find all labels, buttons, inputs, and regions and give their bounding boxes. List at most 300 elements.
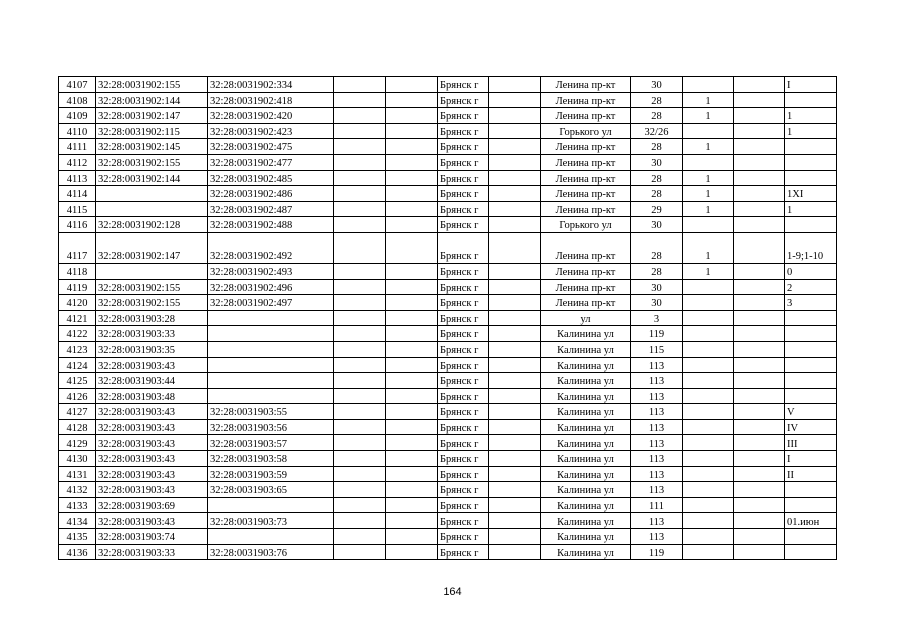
blank-col-c-cell — [489, 154, 541, 170]
street-cell: Калинина ул — [541, 529, 631, 545]
row-number-cell: 4113 — [59, 170, 96, 186]
blank-col-b-cell — [386, 217, 438, 233]
apartment-cell: IV — [785, 419, 837, 435]
cadastral-number-parent-cell: 32:28:0031902:155 — [96, 279, 208, 295]
street-cell: Ленина пр-кт — [541, 263, 631, 279]
cadastral-number-cell: 32:28:0031902:487 — [208, 201, 334, 217]
city-cell: Брянск г — [438, 373, 489, 389]
blank-col-b-cell — [386, 497, 438, 513]
cadastral-number-cell — [208, 326, 334, 342]
cadastral-number-parent-cell: 32:28:0031903:43 — [96, 404, 208, 420]
cadastral-number-cell: 32:28:0031903:57 — [208, 435, 334, 451]
blank-col-d-cell — [734, 263, 785, 279]
row-number-cell: 4133 — [59, 497, 96, 513]
street-cell: Калинина ул — [541, 404, 631, 420]
blank-col-d-cell — [734, 466, 785, 482]
apartment-cell — [785, 170, 837, 186]
city-cell: Брянск г — [438, 341, 489, 357]
street-cell: Ленина пр-кт — [541, 279, 631, 295]
registry-table-body — [59, 77, 837, 560]
street-cell: Калинина ул — [541, 451, 631, 467]
blank-col-d-cell — [734, 435, 785, 451]
blank-col-c-cell — [489, 373, 541, 389]
house-number-cell: 119 — [631, 326, 683, 342]
blank-col-d-cell — [734, 123, 785, 139]
blank-col-d-cell — [734, 108, 785, 124]
blank-col-c-cell — [489, 341, 541, 357]
street-cell: Ленина пр-кт — [541, 154, 631, 170]
row-number-cell: 4110 — [59, 123, 96, 139]
blank-col-b-cell — [386, 544, 438, 560]
apartment-cell: I — [785, 451, 837, 467]
floor-cell — [683, 279, 734, 295]
table-row — [59, 139, 837, 155]
floor-cell — [683, 513, 734, 529]
floor-cell: 1 — [683, 263, 734, 279]
street-cell: Калинина ул — [541, 419, 631, 435]
table-row — [59, 482, 837, 498]
table-row — [59, 77, 837, 93]
blank-col-c-cell — [489, 186, 541, 202]
blank-col-d-cell — [734, 388, 785, 404]
floor-cell — [683, 388, 734, 404]
blank-col-b-cell — [386, 139, 438, 155]
blank-col-b-cell — [386, 310, 438, 326]
cadastral-number-parent-cell: 32:28:0031902:144 — [96, 92, 208, 108]
blank-col-b-cell — [386, 482, 438, 498]
cadastral-number-cell: 32:28:0031902:477 — [208, 154, 334, 170]
blank-col-d-cell — [734, 170, 785, 186]
blank-col-c-cell — [489, 139, 541, 155]
apartment-cell — [785, 92, 837, 108]
floor-cell — [683, 123, 734, 139]
city-cell: Брянск г — [438, 451, 489, 467]
house-number-cell: 113 — [631, 373, 683, 389]
city-cell: Брянск г — [438, 108, 489, 124]
table-row — [59, 435, 837, 451]
apartment-cell: 1 — [785, 123, 837, 139]
apartment-cell — [785, 373, 837, 389]
cadastral-number-parent-cell: 32:28:0031903:43 — [96, 466, 208, 482]
city-cell: Брянск г — [438, 123, 489, 139]
house-number-cell: 28 — [631, 108, 683, 124]
house-number-cell: 113 — [631, 388, 683, 404]
blank-col-d-cell — [734, 529, 785, 545]
blank-col-a-cell — [334, 404, 386, 420]
apartment-cell: 0 — [785, 263, 837, 279]
cadastral-number-cell: 32:28:0031902:475 — [208, 139, 334, 155]
blank-col-d-cell — [734, 419, 785, 435]
row-number-cell: 4112 — [59, 154, 96, 170]
registry-table — [58, 76, 837, 560]
blank-col-a-cell — [334, 279, 386, 295]
house-number-cell: 113 — [631, 357, 683, 373]
cadastral-number-cell: 32:28:0031903:58 — [208, 451, 334, 467]
cadastral-number-cell: 32:28:0031902:497 — [208, 295, 334, 311]
floor-cell: 1 — [683, 92, 734, 108]
row-number-cell: 4135 — [59, 529, 96, 545]
city-cell: Брянск г — [438, 92, 489, 108]
cadastral-number-parent-cell: 32:28:0031902:115 — [96, 123, 208, 139]
blank-col-d-cell — [734, 139, 785, 155]
floor-cell — [683, 435, 734, 451]
cadastral-number-cell: 32:28:0031902:485 — [208, 170, 334, 186]
house-number-cell: 113 — [631, 482, 683, 498]
blank-col-a-cell — [334, 419, 386, 435]
blank-col-d-cell — [734, 357, 785, 373]
floor-cell — [683, 544, 734, 560]
cadastral-number-parent-cell: 32:28:0031903:43 — [96, 357, 208, 373]
house-number-cell: 113 — [631, 451, 683, 467]
row-number-cell: 4132 — [59, 482, 96, 498]
cadastral-number-cell — [208, 497, 334, 513]
cadastral-number-cell — [208, 388, 334, 404]
table-row — [59, 217, 837, 233]
cadastral-number-parent-cell: 32:28:0031902:155 — [96, 154, 208, 170]
blank-col-b-cell — [386, 279, 438, 295]
house-number-cell: 113 — [631, 404, 683, 420]
blank-col-c-cell — [489, 201, 541, 217]
blank-col-b-cell — [386, 263, 438, 279]
cadastral-number-cell: 32:28:0031902:488 — [208, 217, 334, 233]
street-cell: Калинина ул — [541, 326, 631, 342]
table-row — [59, 295, 837, 311]
blank-col-b-cell — [386, 108, 438, 124]
floor-cell — [683, 529, 734, 545]
cadastral-number-parent-cell: 32:28:0031903:74 — [96, 529, 208, 545]
table-row — [59, 186, 837, 202]
apartment-cell: 2 — [785, 279, 837, 295]
blank-col-a-cell — [334, 388, 386, 404]
blank-col-d-cell — [734, 544, 785, 560]
floor-cell — [683, 451, 734, 467]
floor-cell — [683, 217, 734, 233]
street-cell: Калинина ул — [541, 513, 631, 529]
cadastral-number-cell: 32:28:0031903:56 — [208, 419, 334, 435]
blank-col-a-cell — [334, 544, 386, 560]
row-number-cell: 4116 — [59, 217, 96, 233]
apartment-cell — [785, 139, 837, 155]
street-cell: Ленина пр-кт — [541, 139, 631, 155]
cadastral-number-cell: 32:28:0031903:55 — [208, 404, 334, 420]
blank-col-c-cell — [489, 310, 541, 326]
blank-col-b-cell — [386, 466, 438, 482]
blank-col-b-cell — [386, 529, 438, 545]
floor-cell — [683, 295, 734, 311]
row-number-cell: 4107 — [59, 77, 96, 93]
blank-col-d-cell — [734, 451, 785, 467]
table-row — [59, 170, 837, 186]
cadastral-number-parent-cell: 32:28:0031903:43 — [96, 451, 208, 467]
apartment-cell: III — [785, 435, 837, 451]
table-row — [59, 263, 837, 279]
row-number-cell: 4136 — [59, 544, 96, 560]
street-cell: Калинина ул — [541, 497, 631, 513]
table-row — [59, 513, 837, 529]
city-cell: Брянск г — [438, 435, 489, 451]
cadastral-number-parent-cell — [96, 201, 208, 217]
cadastral-number-cell — [208, 310, 334, 326]
city-cell: Брянск г — [438, 170, 489, 186]
city-cell: Брянск г — [438, 529, 489, 545]
city-cell: Брянск г — [438, 544, 489, 560]
cadastral-number-parent-cell: 32:28:0031903:35 — [96, 341, 208, 357]
blank-col-a-cell — [334, 357, 386, 373]
floor-cell — [683, 419, 734, 435]
blank-col-c-cell — [489, 513, 541, 529]
city-cell: Брянск г — [438, 388, 489, 404]
blank-col-c-cell — [489, 419, 541, 435]
apartment-cell — [785, 326, 837, 342]
blank-col-b-cell — [386, 232, 438, 263]
house-number-cell: 30 — [631, 295, 683, 311]
cadastral-number-cell: 32:28:0031902:493 — [208, 263, 334, 279]
blank-col-b-cell — [386, 186, 438, 202]
street-cell: Калинина ул — [541, 373, 631, 389]
blank-col-a-cell — [334, 295, 386, 311]
table-row — [59, 404, 837, 420]
blank-col-c-cell — [489, 263, 541, 279]
row-number-cell: 4108 — [59, 92, 96, 108]
table-row — [59, 92, 837, 108]
house-number-cell: 28 — [631, 263, 683, 279]
blank-col-d-cell — [734, 497, 785, 513]
page-number: 164 — [443, 586, 462, 598]
row-number-cell: 4127 — [59, 404, 96, 420]
row-number-cell: 4124 — [59, 357, 96, 373]
blank-col-a-cell — [334, 186, 386, 202]
blank-col-c-cell — [489, 529, 541, 545]
street-cell: Горького ул — [541, 217, 631, 233]
table-row — [59, 388, 837, 404]
floor-cell — [683, 357, 734, 373]
row-number-cell: 4129 — [59, 435, 96, 451]
blank-col-b-cell — [386, 295, 438, 311]
table-row — [59, 529, 837, 545]
blank-col-b-cell — [386, 77, 438, 93]
cadastral-number-cell: 32:28:0031903:65 — [208, 482, 334, 498]
blank-col-a-cell — [334, 341, 386, 357]
table-row — [59, 201, 837, 217]
blank-col-c-cell — [489, 295, 541, 311]
cadastral-number-parent-cell: 32:28:0031903:44 — [96, 373, 208, 389]
floor-cell — [683, 497, 734, 513]
blank-col-b-cell — [386, 201, 438, 217]
house-number-cell: 113 — [631, 466, 683, 482]
blank-col-a-cell — [334, 435, 386, 451]
apartment-cell — [785, 310, 837, 326]
blank-col-a-cell — [334, 310, 386, 326]
blank-col-a-cell — [334, 373, 386, 389]
blank-col-b-cell — [386, 404, 438, 420]
row-number-cell: 4131 — [59, 466, 96, 482]
city-cell: Брянск г — [438, 295, 489, 311]
blank-col-d-cell — [734, 310, 785, 326]
street-cell: Калинина ул — [541, 544, 631, 560]
cadastral-number-parent-cell: 32:28:0031903:43 — [96, 435, 208, 451]
city-cell: Брянск г — [438, 154, 489, 170]
blank-col-d-cell — [734, 77, 785, 93]
blank-col-c-cell — [489, 77, 541, 93]
blank-col-b-cell — [386, 123, 438, 139]
cadastral-number-parent-cell — [96, 186, 208, 202]
cadastral-number-cell: 32:28:0031903:73 — [208, 513, 334, 529]
floor-cell — [683, 404, 734, 420]
row-number-cell: 4118 — [59, 263, 96, 279]
apartment-cell: 1-9;1-10 — [785, 232, 837, 263]
city-cell: Брянск г — [438, 232, 489, 263]
blank-col-d-cell — [734, 232, 785, 263]
cadastral-number-cell — [208, 357, 334, 373]
floor-cell: 1 — [683, 108, 734, 124]
blank-col-a-cell — [334, 232, 386, 263]
blank-col-a-cell — [334, 513, 386, 529]
blank-col-a-cell — [334, 108, 386, 124]
row-number-cell: 4125 — [59, 373, 96, 389]
row-number-cell: 4123 — [59, 341, 96, 357]
street-cell: Калинина ул — [541, 357, 631, 373]
row-number-cell: 4119 — [59, 279, 96, 295]
blank-col-a-cell — [334, 497, 386, 513]
blank-col-a-cell — [334, 326, 386, 342]
house-number-cell: 115 — [631, 341, 683, 357]
row-number-cell: 4111 — [59, 139, 96, 155]
floor-cell — [683, 310, 734, 326]
street-cell: Калинина ул — [541, 466, 631, 482]
house-number-cell: 113 — [631, 529, 683, 545]
street-cell: Ленина пр-кт — [541, 77, 631, 93]
house-number-cell: 28 — [631, 92, 683, 108]
cadastral-number-cell: 32:28:0031902:423 — [208, 123, 334, 139]
table-row — [59, 232, 837, 263]
apartment-cell: 1 — [785, 201, 837, 217]
cadastral-number-parent-cell: 32:28:0031903:33 — [96, 326, 208, 342]
cadastral-number-parent-cell: 32:28:0031903:48 — [96, 388, 208, 404]
blank-col-c-cell — [489, 435, 541, 451]
blank-col-d-cell — [734, 201, 785, 217]
table-row — [59, 451, 837, 467]
apartment-cell — [785, 357, 837, 373]
blank-col-a-cell — [334, 139, 386, 155]
apartment-cell: V — [785, 404, 837, 420]
table-row — [59, 497, 837, 513]
floor-cell: 1 — [683, 170, 734, 186]
city-cell: Брянск г — [438, 513, 489, 529]
house-number-cell: 111 — [631, 497, 683, 513]
cadastral-number-cell: 32:28:0031902:334 — [208, 77, 334, 93]
city-cell: Брянск г — [438, 263, 489, 279]
cadastral-number-parent-cell: 32:28:0031902:145 — [96, 139, 208, 155]
blank-col-c-cell — [489, 170, 541, 186]
blank-col-b-cell — [386, 419, 438, 435]
blank-col-a-cell — [334, 201, 386, 217]
house-number-cell: 113 — [631, 419, 683, 435]
blank-col-d-cell — [734, 341, 785, 357]
blank-col-c-cell — [489, 232, 541, 263]
blank-col-d-cell — [734, 513, 785, 529]
blank-col-b-cell — [386, 513, 438, 529]
table-row — [59, 341, 837, 357]
city-cell: Брянск г — [438, 466, 489, 482]
blank-col-c-cell — [489, 451, 541, 467]
city-cell: Брянск г — [438, 357, 489, 373]
apartment-cell: 01.июн — [785, 513, 837, 529]
blank-col-c-cell — [489, 279, 541, 295]
street-cell: Ленина пр-кт — [541, 232, 631, 263]
city-cell: Брянск г — [438, 419, 489, 435]
row-number-cell: 4120 — [59, 295, 96, 311]
blank-col-c-cell — [489, 466, 541, 482]
street-cell: Калинина ул — [541, 341, 631, 357]
house-number-cell: 113 — [631, 435, 683, 451]
floor-cell — [683, 466, 734, 482]
house-number-cell: 3 — [631, 310, 683, 326]
blank-col-c-cell — [489, 92, 541, 108]
apartment-cell — [785, 529, 837, 545]
table-row — [59, 154, 837, 170]
row-number-cell: 4122 — [59, 326, 96, 342]
blank-col-b-cell — [386, 435, 438, 451]
blank-col-a-cell — [334, 154, 386, 170]
blank-col-d-cell — [734, 482, 785, 498]
blank-col-c-cell — [489, 217, 541, 233]
blank-col-c-cell — [489, 544, 541, 560]
apartment-cell: 1 — [785, 108, 837, 124]
blank-col-d-cell — [734, 295, 785, 311]
cadastral-number-parent-cell: 32:28:0031902:144 — [96, 170, 208, 186]
table-row — [59, 466, 837, 482]
blank-col-a-cell — [334, 482, 386, 498]
cadastral-number-parent-cell: 32:28:0031903:28 — [96, 310, 208, 326]
blank-col-d-cell — [734, 92, 785, 108]
row-number-cell: 4134 — [59, 513, 96, 529]
blank-col-c-cell — [489, 123, 541, 139]
blank-col-d-cell — [734, 186, 785, 202]
table-row — [59, 310, 837, 326]
blank-col-b-cell — [386, 154, 438, 170]
table-row — [59, 357, 837, 373]
house-number-cell: 28 — [631, 232, 683, 263]
apartment-cell — [785, 482, 837, 498]
floor-cell: 1 — [683, 139, 734, 155]
floor-cell — [683, 326, 734, 342]
floor-cell — [683, 482, 734, 498]
blank-col-b-cell — [386, 170, 438, 186]
table-row — [59, 279, 837, 295]
blank-col-c-cell — [489, 388, 541, 404]
floor-cell — [683, 341, 734, 357]
blank-col-c-cell — [489, 108, 541, 124]
street-cell: Ленина пр-кт — [541, 186, 631, 202]
blank-col-d-cell — [734, 373, 785, 389]
street-cell: Горького ул — [541, 123, 631, 139]
blank-col-a-cell — [334, 451, 386, 467]
apartment-cell: 1XI — [785, 186, 837, 202]
blank-col-c-cell — [489, 357, 541, 373]
row-number-cell: 4130 — [59, 451, 96, 467]
cadastral-number-cell: 32:28:0031903:76 — [208, 544, 334, 560]
street-cell: Ленина пр-кт — [541, 201, 631, 217]
blank-col-a-cell — [334, 123, 386, 139]
table-row — [59, 544, 837, 560]
city-cell: Брянск г — [438, 404, 489, 420]
cadastral-number-cell: 32:28:0031903:59 — [208, 466, 334, 482]
house-number-cell: 28 — [631, 186, 683, 202]
cadastral-number-parent-cell: 32:28:0031903:43 — [96, 419, 208, 435]
blank-col-d-cell — [734, 217, 785, 233]
floor-cell: 1 — [683, 232, 734, 263]
table-row — [59, 108, 837, 124]
